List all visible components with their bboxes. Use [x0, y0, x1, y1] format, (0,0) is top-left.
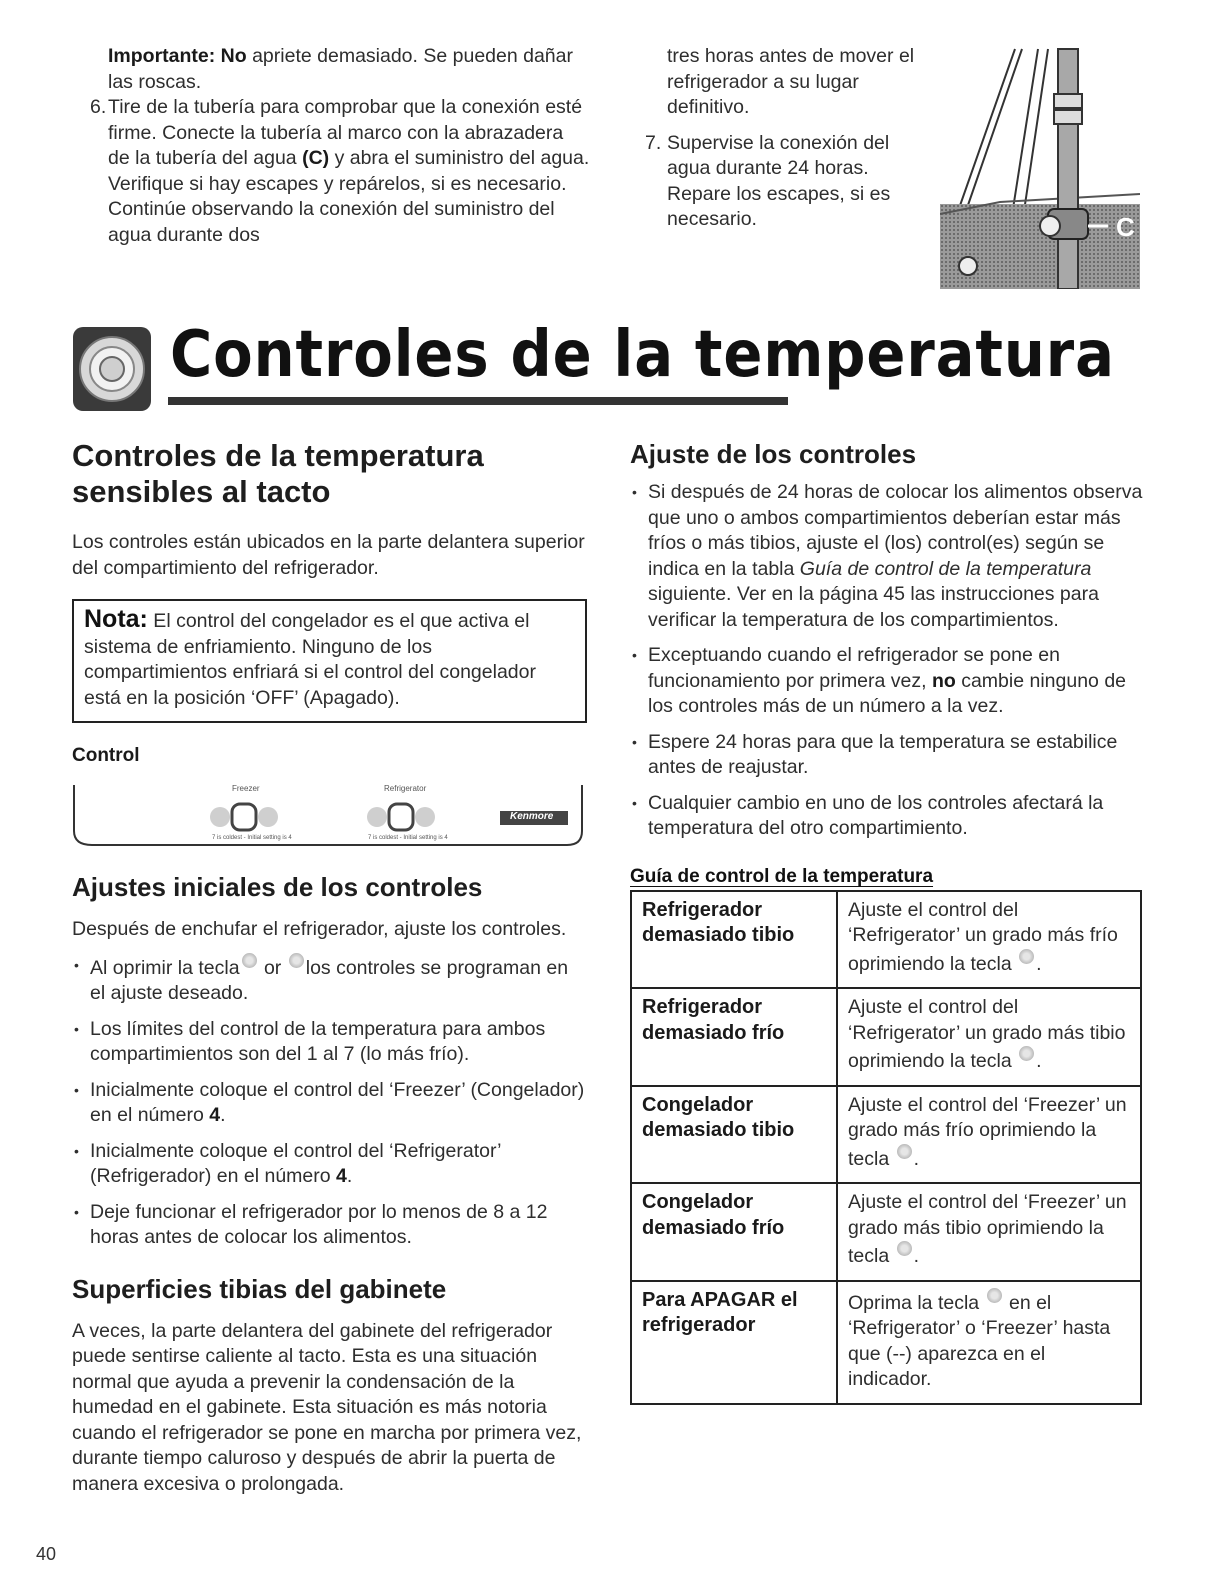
note-text: El control del congelador es el que activa el sistema de enfriamiento. Ninguno de los compartimientos enfriará si el control del congelador está en la posición ‘OFF’ (Apagado). — [84, 610, 536, 709]
step-6 — [90, 95, 590, 248]
step-7-text: Supervise la conexión del agua durante 24 horas. Repare los escapes, si es necesario. — [667, 131, 891, 230]
cold-key-icon — [1019, 949, 1034, 964]
heading-adjusting-controls: Ajuste de los controles — [630, 439, 917, 469]
initial-settings-list — [72, 953, 587, 1251]
table-row — [631, 1281, 1141, 1404]
list-item: • Exceptuando cuando el refrigerador se pone en funcionamiento por primera vez, no cambie ninguno de los controles más de un número a la vez. — [630, 643, 1145, 720]
step-6-text-b: y abra el suministro del agua. Verifique si hay escapes y repárelos, si es necesario. Continúe observando la conexión del suministro del agua durante dos — [108, 147, 590, 246]
top-right-text — [645, 44, 935, 233]
temperature-dial-icon — [72, 326, 152, 412]
adjusting-controls-list — [630, 480, 1145, 842]
step-7 — [645, 131, 935, 233]
important-paragraph — [90, 44, 590, 95]
water-line-illustration — [940, 44, 1140, 289]
action-cell: Ajuste el control del ‘Refrigerator’ un grado más frío oprimiendo la tecla . — [837, 891, 1141, 989]
action-cell: Ajuste el control del ‘Refrigerator’ un grado más tibio oprimiendo la tecla . — [837, 988, 1141, 1086]
list-item: • Inicialmente coloque el control del ‘Freezer’ (Congelador) en el número 4. — [72, 1078, 587, 1129]
heading-initial-settings: Ajustes iniciales de los controles — [72, 872, 483, 902]
list-item: • Al oprimir la tecla or los controles se programan en el ajuste deseado. — [72, 953, 587, 1007]
condition-cell: Para APAGAR el refrigerador — [631, 1281, 837, 1404]
panel-refrigerator-hint: 7 is coldest - Initial setting is 4 — [368, 835, 448, 841]
panel-refrigerator-label: Refrigerator — [384, 784, 427, 793]
step-6-text-a: Tire de la tubería para comprobar que la conexión esté firme. Conecte la tubería al marco con la abrazadera de la tubería del agua — [108, 96, 583, 169]
action-cell: Ajuste el control del ‘Freezer’ un grado más tibio oprimiendo la tecla . — [837, 1183, 1141, 1281]
temperature-guide-table — [630, 890, 1142, 1405]
list-item: • Espere 24 horas para que la temperatura se estabilice antes de reajustar. — [630, 730, 1145, 781]
warm-key-icon — [897, 1241, 912, 1256]
control-panel-illustration — [72, 781, 587, 853]
table-row — [631, 1183, 1141, 1281]
important-label: Importante: No — [108, 45, 247, 67]
cold-key-icon — [897, 1144, 912, 1159]
warm-key-icon — [289, 953, 304, 968]
left-column — [72, 438, 587, 1497]
action-cell: Oprima la tecla en el ‘Refrigerator’ o ‘Freezer’ hasta que (--) aparezca en el indicador. — [837, 1281, 1141, 1404]
heading-touch-controls: Controles de la temperatura sensibles al tacto — [72, 438, 484, 509]
condition-cell: Refrigerador demasiado frío — [631, 988, 837, 1086]
page-number: 40 — [36, 1544, 57, 1564]
banner-rule — [168, 397, 788, 405]
important-text: apriete demasiado. Se pueden dañar las roscas. — [108, 45, 573, 93]
list-item: • Deje funcionar el refrigerador por lo menos de 8 a 12 horas antes de colocar los alimentos. — [72, 1200, 587, 1251]
condition-cell: Congelador demasiado tibio — [631, 1086, 837, 1184]
table-row — [631, 988, 1141, 1086]
heading-warm-surfaces: Superficies tibias del gabinete — [72, 1273, 447, 1304]
table-row — [631, 891, 1141, 989]
note-box — [72, 599, 587, 723]
panel-freezer-label: Freezer — [232, 784, 260, 793]
temperature-guide-title: Guía de control de la temperatura — [630, 865, 934, 887]
condition-cell: Congelador demasiado frío — [631, 1183, 837, 1281]
panel-freezer-hint: 7 is coldest - Initial setting is 4 — [212, 835, 292, 841]
condition-cell: Refrigerador demasiado tibio — [631, 891, 837, 989]
initial-settings-intro: Después de enchufar el refrigerador, ajuste los controles. — [72, 918, 567, 940]
list-item: • Cualquier cambio en uno de los controles afectará la temperatura del otro compartimiento. — [630, 791, 1145, 842]
warm-surfaces-text: A veces, la parte delantera del gabinete del refrigerador puede sentirse caliente al tacto. Esta es una situación normal que ayuda a prevenir la condensación de la humedad en el gabinete. Esta situación es más notoria cuando el refrigerador se pone en marcha por primera vez, durante tiempo caluroso y después de abrir la puerta de manera excesiva o prolongada. — [72, 1319, 582, 1495]
list-item: • Los límites del control de la temperatura para ambos compartimientos son del 1 al 7 (lo más frío). — [72, 1017, 587, 1068]
list-item: • Si después de 24 horas de colocar los alimentos observa que uno o ambos compartimientos deberían estar más fríos o más tibios, ajuste el (los) control(es) según se indica en la tabla Guía de control de la temperatura siguiente. Ver en la página 45 las instrucciones para verificar la temperatura de los compartimientos. — [630, 480, 1145, 633]
panel-brand-logo: Kenmore — [510, 811, 554, 822]
control-label: Control — [72, 745, 140, 766]
touch-controls-intro: Los controles están ubicados en la parte delantera superior del compartimiento del refrigerador. — [72, 531, 585, 579]
step-6-number: 6. — [90, 96, 107, 118]
illustration-label-c: C — [1116, 212, 1135, 242]
warm-key-icon — [987, 1288, 1002, 1303]
note-label: Nota: — [84, 605, 148, 633]
top-left-text — [90, 44, 590, 248]
section-banner-title: Controles de la temperatura — [170, 318, 1115, 392]
right-column — [630, 438, 1145, 1405]
step-6-callout-c: (C) — [302, 147, 330, 169]
step-7-number: 7. — [645, 131, 662, 154]
list-item: • Inicialmente coloque el control del ‘Refrigerator’ (Refrigerador) en el número 4. — [72, 1139, 587, 1190]
table-row — [631, 1086, 1141, 1184]
cold-key-icon — [242, 953, 257, 968]
continued-text: tres horas antes de mover el refrigerador a su lugar definitivo. — [667, 45, 915, 118]
action-cell: Ajuste el control del ‘Freezer’ un grado más frío oprimiendo la tecla . — [837, 1086, 1141, 1184]
warm-key-icon — [1019, 1046, 1034, 1061]
